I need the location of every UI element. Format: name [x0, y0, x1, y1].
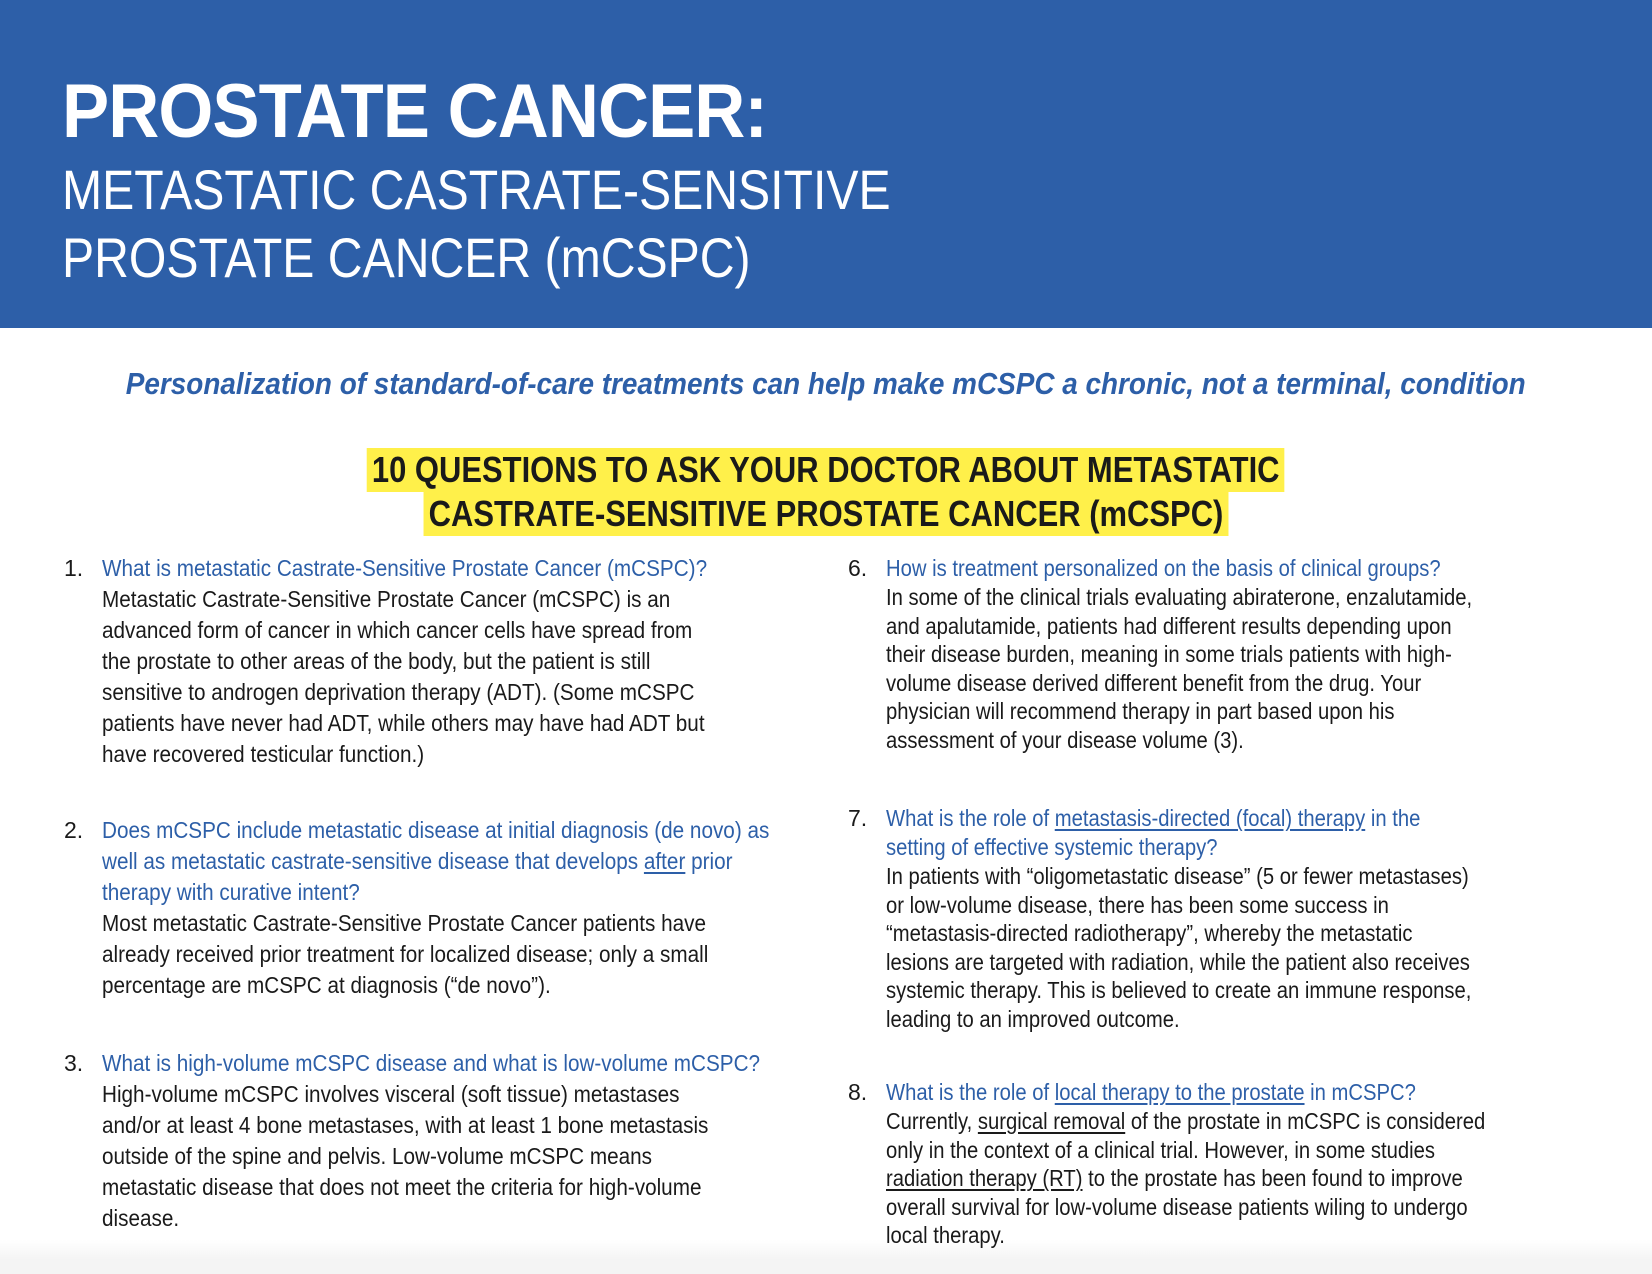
question-segment: What is high-volume mCSPC disease and what is low-volume mCSPC? [102, 1050, 761, 1076]
answer-line [102, 615, 705, 646]
answer-segment: assessment of your disease volume (3). [886, 726, 1244, 753]
answer-line [102, 739, 705, 770]
answer-line [886, 1005, 1471, 1034]
answer-line [102, 1110, 708, 1141]
answer-text [102, 1079, 708, 1234]
tagline-text: Personalization of standard-of-care treatments can help make mCSPC a chronic, not a terminal, condition [126, 366, 1526, 401]
answer-segment: and apalutamide, patients had different results depending upon [886, 612, 1452, 639]
question-line [102, 877, 769, 908]
question-segment: Does mCSPC include metastatic disease at initial diagnosis (de novo) as [102, 817, 770, 843]
answer-line [886, 862, 1471, 891]
question-text [102, 553, 707, 584]
answer-line [102, 584, 705, 615]
answer-line [102, 970, 708, 1001]
question-line [102, 815, 769, 846]
answer-segment: metastatic disease that does not meet the criteria for high-volume [102, 1174, 702, 1200]
question-number: 7. [848, 805, 868, 831]
answer-line [886, 891, 1471, 920]
underlined-phrase: surgical removal [977, 1108, 1126, 1134]
underlined-phrase: after [643, 848, 686, 874]
page-subtitle-line-1: METASTATIC CASTRATE-SENSITIVE [62, 158, 891, 221]
question-line [102, 553, 707, 584]
question-number: 2. [64, 817, 84, 843]
question-number: 6. [848, 555, 868, 581]
answer-segment: their disease burden, meaning in some trials patients with high- [886, 641, 1452, 668]
answer-segment: have recovered testicular function.) [102, 741, 425, 767]
question-segment: How is treatment personalized on the basis of clinical groups? [886, 555, 1441, 581]
answer-line [886, 919, 1471, 948]
answer-segment: physician will recommend therapy in part based upon his [886, 698, 1395, 725]
answer-line [102, 1172, 708, 1203]
answer-line [886, 976, 1471, 1005]
answer-text [102, 584, 705, 770]
questions-heading-line-2: CASTRATE-SENSITIVE PROSTATE CANCER (mCSPC) [423, 492, 1228, 536]
question-segment: well as metastatic castrate-sensitive disease that develops [102, 848, 644, 874]
question-line [102, 1048, 760, 1079]
question-line [102, 846, 769, 877]
answer-line [102, 677, 705, 708]
question-segment: prior [685, 848, 733, 874]
answer-segment: to the prostate has been found to improve [1082, 1165, 1463, 1192]
answer-text [886, 583, 1472, 755]
answer-segment: local therapy. [886, 1222, 1005, 1249]
question-number: 3. [64, 1050, 84, 1076]
answer-line [886, 1221, 1485, 1250]
question-text [886, 804, 1420, 862]
answer-segment: High-volume mCSPC involves visceral (soft tissue) metastases [102, 1081, 680, 1107]
title-banner [0, 0, 1652, 328]
answer-segment: Metastatic Castrate-Sensitive Prostate Cancer (mCSPC) is an [102, 586, 671, 612]
question-segment: What is the role of [886, 1079, 1055, 1105]
answer-segment: percentage are mCSPC at diagnosis (“de novo”). [102, 972, 551, 998]
answer-line [102, 646, 705, 677]
answer-segment: disease. [102, 1205, 180, 1231]
answer-segment: In patients with “oligometastatic disease” (5 or fewer metastases) [886, 863, 1469, 889]
page-title: PROSTATE CANCER: [62, 69, 768, 154]
answer-segment: leading to an improved outcome. [886, 1005, 1180, 1032]
answer-line [886, 726, 1472, 755]
answer-line [886, 669, 1472, 698]
answer-line [102, 708, 705, 739]
answer-line [102, 1203, 708, 1234]
answer-line [102, 1079, 708, 1110]
answer-segment: systemic therapy. This is believed to create an immune response, [886, 977, 1472, 1004]
answer-line [886, 583, 1472, 612]
tagline [0, 366, 1652, 402]
questions-heading [0, 448, 1652, 536]
answer-line [886, 612, 1472, 641]
question-text [102, 815, 769, 908]
answer-segment: “metastasis-directed radiotherapy”, whereby the metastatic [886, 920, 1413, 947]
answer-segment: Most metastatic Castrate-Sensitive Prostate Cancer patients have [102, 910, 707, 936]
answer-line [102, 1141, 708, 1172]
answer-line [886, 1136, 1485, 1165]
answer-line [886, 697, 1472, 726]
answer-segment: or low-volume disease, there has been some success in [886, 891, 1389, 918]
question-text [886, 554, 1441, 583]
answer-segment: Currently, [886, 1108, 978, 1134]
answer-line [102, 908, 708, 939]
question-line [886, 554, 1441, 583]
answer-line [886, 1193, 1485, 1222]
answer-segment: advanced form of cancer in which cancer cells have spread from [102, 617, 693, 643]
question-segment: in mCSPC? [1304, 1079, 1416, 1105]
answer-segment: only in the context of a clinical trial. However, in some studies [886, 1136, 1435, 1163]
answer-line [102, 939, 708, 970]
answer-line [886, 640, 1472, 669]
question-line [886, 833, 1420, 862]
question-text [102, 1048, 760, 1079]
question-segment: setting of effective systemic therapy? [886, 834, 1218, 860]
answer-line [886, 1107, 1485, 1136]
underlined-phrase: radiation therapy (RT) [886, 1165, 1083, 1192]
answer-text [886, 862, 1471, 1034]
answer-segment: In some of the clinical trials evaluating abiraterone, enzalutamide, [886, 584, 1473, 610]
answer-segment: overall survival for low-volume disease patients wiling to undergo [886, 1193, 1468, 1220]
answer-line [886, 948, 1471, 977]
question-segment: What is the role of [886, 805, 1055, 831]
question-number: 8. [848, 1079, 868, 1105]
page-subtitle-line-2: PROSTATE CANCER (mCSPC) [62, 226, 751, 289]
question-line [886, 804, 1420, 833]
questions-heading-line-1: 10 QUESTIONS TO ASK YOUR DOCTOR ABOUT METASTATIC [367, 448, 1285, 492]
question-text [886, 1078, 1416, 1107]
answer-segment: outside of the spine and pelvis. Low-volume mCSPC means [102, 1143, 652, 1169]
answer-segment: the prostate to other areas of the body, but the patient is still [102, 648, 651, 674]
answer-segment: already received prior treatment for localized disease; only a small [102, 941, 709, 967]
question-segment: in the [1365, 805, 1421, 831]
answer-segment: patients have never had ADT, while others may have had ADT but [102, 710, 705, 736]
underlined-phrase: metastasis-directed (focal) therapy [1054, 805, 1366, 831]
underlined-phrase: local therapy to the prostate [1054, 1079, 1305, 1105]
question-line [886, 1078, 1416, 1107]
question-segment: therapy with curative intent? [102, 879, 360, 905]
question-segment: What is metastatic Castrate-Sensitive Prostate Cancer (mCSPC)? [102, 555, 708, 581]
answer-text [886, 1107, 1485, 1250]
answer-segment: and/or at least 4 bone metastases, with at least 1 bone metastasis [102, 1112, 709, 1138]
answer-line [886, 1164, 1485, 1193]
answer-segment: lesions are targeted with radiation, while the patient also receives [886, 948, 1470, 975]
question-number: 1. [64, 555, 84, 581]
answer-segment: of the prostate in mCSPC is considered [1125, 1108, 1486, 1134]
answer-segment: sensitive to androgen deprivation therapy (ADT). (Some mCSPC [102, 679, 695, 705]
answer-text [102, 908, 708, 1001]
answer-segment: volume disease derived different benefit from the drug. Your [886, 669, 1422, 696]
